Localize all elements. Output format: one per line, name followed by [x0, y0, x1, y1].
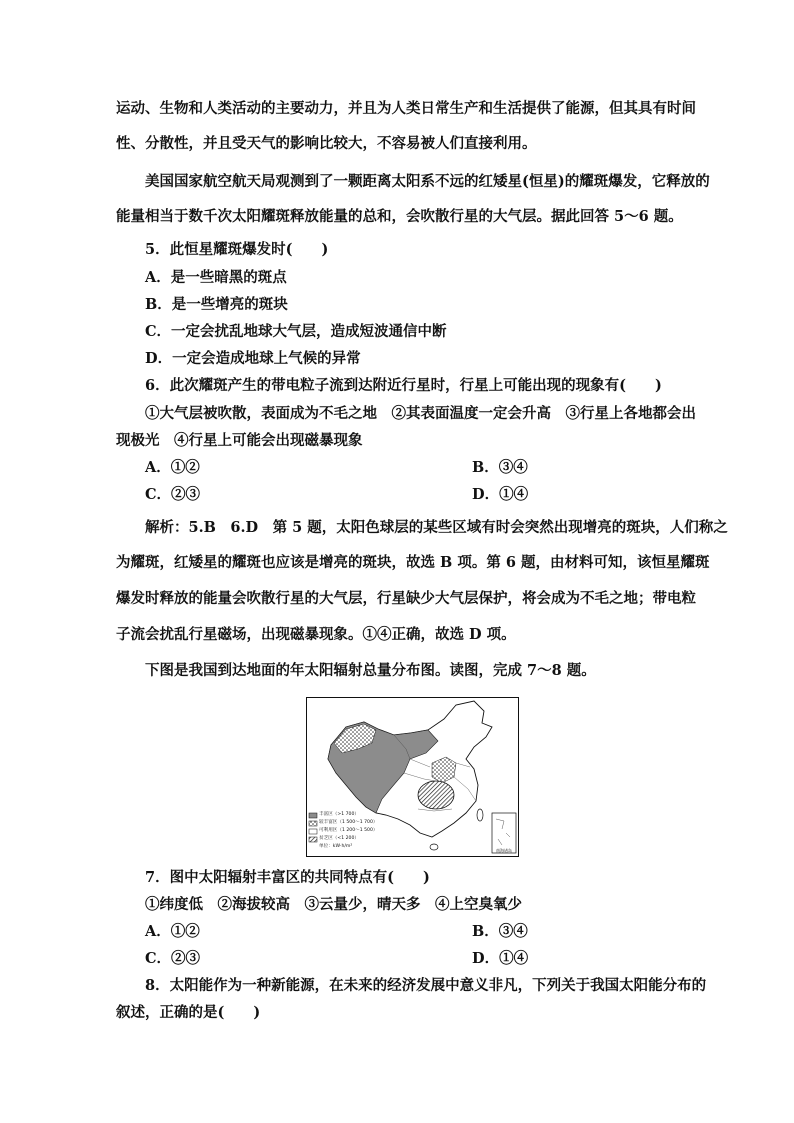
q7-option-d[interactable]: D．①④: [472, 950, 529, 967]
q6-option-b[interactable]: B．③④: [472, 459, 528, 476]
q6-option-a[interactable]: A．①②: [145, 459, 200, 476]
inset-label: 南海诸岛: [496, 848, 512, 853]
intro-line-2: 性、分散性，并且受天气的影响比较大，不容易被人们直接利用。: [116, 135, 537, 152]
analysis-line-3: 爆发时释放的能量会吹散行星的大气层，行星缺少大气层保护，将会成为不毛之地；带电粒: [116, 590, 696, 607]
q5-option-c[interactable]: C．一定会扰乱地球大气层，造成短波通信中断: [145, 323, 447, 340]
q7-option-b[interactable]: B．③④: [472, 923, 528, 940]
q7-items: ①纬度低 ②海拔较高 ③云量少，晴天多 ④上空臭氧少: [145, 896, 522, 913]
analysis-line-4: 子流会扰乱行星磁场，出现磁暴现象。①④正确，故选 D 项。: [116, 626, 516, 643]
q7-option-c[interactable]: C．②③: [145, 950, 201, 967]
q8-stem-line-2: 叙述，正确的是( ): [116, 1004, 261, 1021]
q8-stem-line-1: 8．太阳能作为一种新能源，在未来的经济发展中意义非凡，下列关于我国太阳能分布的: [145, 977, 707, 994]
q6-stem: 6．此次耀斑产生的带电粒子流到达附近行星时，行星上可能出现的现象有( ): [145, 377, 662, 394]
figure-intro: 下图是我国到达地面的年太阳辐射总量分布图。读图，完成 7～8 题。: [145, 662, 596, 679]
q5-option-a[interactable]: A．是一些暗黑的斑点: [145, 269, 287, 286]
q5-stem: 5．此恒星耀斑爆发时( ): [145, 241, 329, 258]
q7-option-a[interactable]: A．①②: [145, 923, 200, 940]
legend-rich: 丰富区（>1 700）: [319, 812, 359, 817]
q5-option-d[interactable]: D．一定会造成地球上气候的异常: [145, 350, 361, 367]
poor-region: [418, 781, 454, 809]
legend-poor: 贫乏区（<1 200）: [319, 836, 359, 841]
analysis-line-2: 为耀斑，红矮星的耀斑也应该是增亮的斑块，故选 B 项。第 6 题，由材料可知，该恒星耀斑: [116, 554, 710, 571]
q6-items-line-2: 现极光 ④行星上可能会出现磁暴现象: [116, 432, 363, 449]
material-line-2: 能量相当于数千次太阳耀斑释放能量的总和，会吹散行星的大气层。据此回答 5～6 题。: [116, 208, 683, 225]
q6-items-line-1: ①大气层被吹散，表面成为不毛之地 ②其表面温度一定会升高 ③行星上各地都会出: [145, 405, 696, 422]
q5-option-b[interactable]: B．是一些增亮的斑块: [145, 296, 288, 313]
analysis-line-1: 解析：5.B 6.D 第 5 题，太阳色球层的某些区域有时会突然出现增亮的斑块，人们称之: [145, 519, 728, 536]
q7-stem: 7．图中太阳辐射丰富区的共同特点有( ): [145, 869, 430, 886]
legend-relatively-rich: 较丰富区（1 500～1 700）: [319, 820, 378, 825]
legend-unit: 单位：kW·h/m²: [319, 844, 353, 849]
material-line-1: 美国国家航空航天局观测到了一颗距离太阳系不远的红矮星(恒星)的耀斑爆发，它释放的: [145, 173, 710, 190]
intro-line-1: 运动、生物和人类活动的主要动力，并且为人类日常生产和生活提供了能源，但其具有时间: [116, 100, 696, 117]
legend-available: 可利用区（1 200～1 500）: [319, 828, 378, 833]
q6-option-d[interactable]: D．①④: [472, 486, 529, 503]
solar-radiation-map: [306, 697, 519, 857]
q6-option-c[interactable]: C．②③: [145, 486, 201, 503]
